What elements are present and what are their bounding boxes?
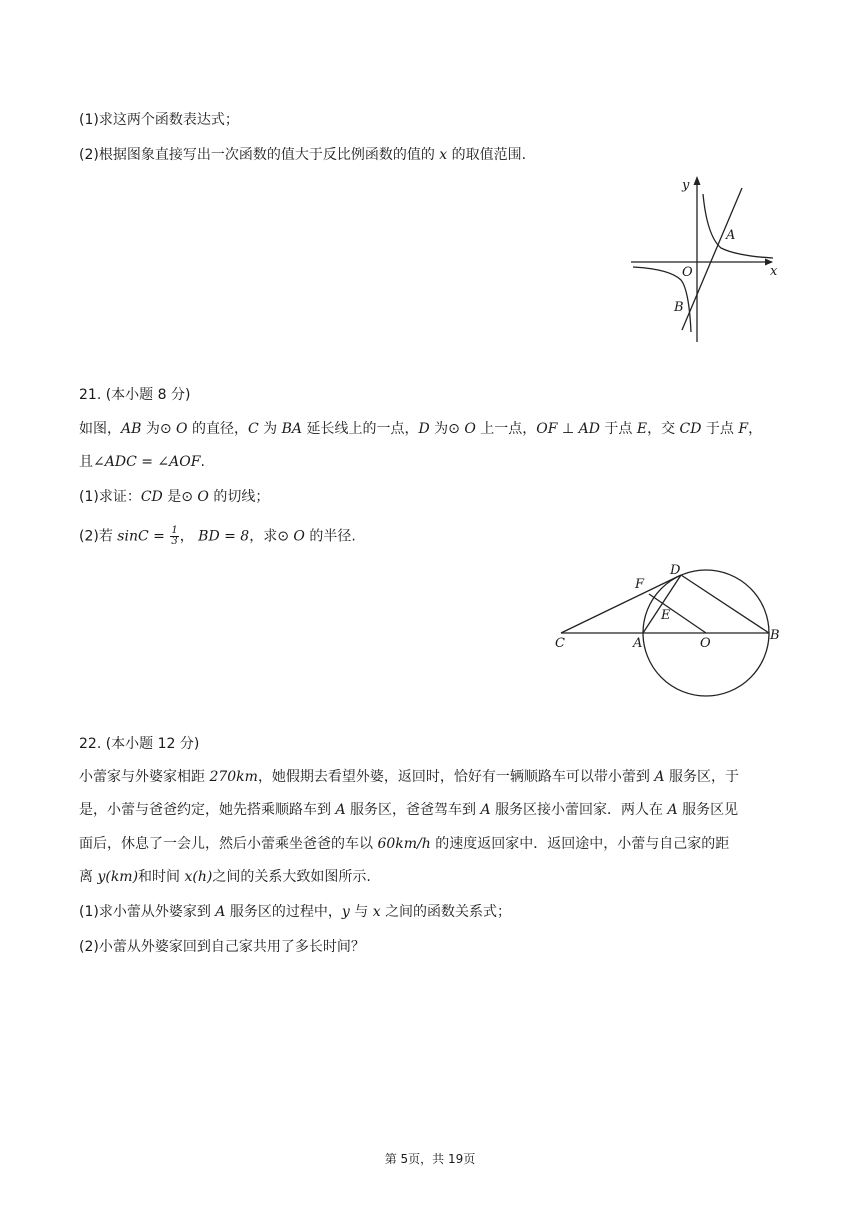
q21-l1-h: ⊥ [561,421,575,437]
q22-l2-c: 服务区接小蕾回家．两人在 [495,802,664,818]
q20-sub2-text-b: 的取值范围. [451,147,527,163]
function-graph-figure [625,170,785,350]
q22-l4-y: y(km) [97,869,139,885]
q22-l2-b: 服务区，爸爸驾车到 [350,802,477,818]
q22-s1-c: 与 [354,904,369,920]
label-C: C [555,636,565,651]
q21-line2 [79,452,205,472]
label-F: F [635,577,645,592]
q21-header-text: 21. (本小题 8 分) [79,387,191,403]
label-A: A [726,228,736,243]
q22-sub2 [79,937,365,957]
q22-l1-b: ，她假期去看望外婆，返回时，恰好有一辆顺路车可以带小蕾到 [257,769,650,785]
q21-s1-b: 是⊙ [167,489,193,505]
q22-s1-A: A [215,904,226,920]
q22-s1-d: 之间的函数关系式； [385,904,512,920]
q22-line2 [79,800,738,820]
q21-s2-num: 1 [171,525,178,536]
q22-l1-a: 小蕾家与外婆家相距 [79,769,205,785]
q21-s2-b: ， [179,528,194,545]
q21-l1-d: 为 [263,421,278,437]
segment-OF [649,594,706,633]
q21-l1-D: D [418,421,430,437]
q22-line3 [79,834,729,854]
q22-l1-dist: 270km [209,769,258,785]
q22-l3-a: 面后，休息了一会儿，然后小蕾乘坐爸爸的车以 [79,836,373,852]
q21-l1-e: 延长线上的一点， [306,421,419,437]
q21-l1-b: 为⊙ [145,421,172,437]
q22-l4-x: x(h) [184,869,213,885]
q21-l1-k: 于点 [705,421,734,437]
q21-l1-F: F [738,421,749,437]
q22-l1-c: 服务区，于 [668,769,739,785]
q21-l2-a: 且 [79,454,93,470]
q21-s2-fraction [170,526,178,547]
q20-sub2-var: x [439,147,448,163]
q22-s1-a: (1)求小蕾从外婆家到 [79,904,211,920]
q22-l2-A: A [335,802,346,818]
label-A: A [633,636,643,651]
q21-s1-c: 的切线； [213,489,270,505]
q20-sub2-text-a: (2)根据图象直接写出一次函数的值大于反比例函数的值的 [79,147,435,163]
label-D: D [670,563,681,578]
q22-s1-b: 服务区的过程中， [229,904,342,920]
q21-l1-C: C [247,421,259,437]
q21-l1-OF: OF [536,421,558,437]
q21-l1-f: 为⊙ [434,421,460,437]
q21-l1-O: O [176,421,188,437]
q22-l2-A3: A [667,802,678,818]
q21-l1-j: ，交 [647,421,676,437]
label-O: O [700,636,711,651]
q22-l4-b: 和时间 [138,869,181,885]
linear-function-line [682,188,742,330]
q21-l1-g: 上一点， [480,421,537,437]
label-B: B [770,628,780,643]
q21-s2-O: O [293,528,305,545]
q22-line1 [79,767,739,787]
q20-sub1-text: (1)求这两个函数表达式； [79,112,239,128]
label-B: B [674,300,684,315]
q21-l1-a: 如图， [79,421,121,437]
q22-l4-a: 离 [79,869,93,885]
q21-l1-i: 于点 [604,421,633,437]
q22-s1-y: y [341,904,350,920]
q21-s2-c: ，求⊙ [249,528,289,545]
q21-l1-BA: BA [281,421,303,437]
q22-s1-x: x [372,904,381,920]
q21-l1-AB: AB [121,421,142,437]
label-x: x [770,264,778,279]
q22-l2-a: 是，小蕾与爸爸约定，她先搭乘顺路车到 [79,802,331,818]
page-number: 第 5页，共 19页 [384,1152,476,1166]
q21-l1-E: E [636,421,648,437]
q21-s1-a: (1)求证： [79,489,141,505]
q22-header [79,734,199,754]
q22-l4-c: 之间的关系大致如图所示. [212,869,371,885]
label-y: y [682,178,690,193]
q21-l2-b: . [200,454,205,470]
q22-s2-text: (2)小蕾从外婆家回到自己家共用了多长时间？ [79,939,365,955]
q21-s2-a: (2)若 [79,528,113,545]
q22-l1-A: A [654,769,665,785]
q21-sub2 [79,526,356,547]
q22-l2-A2: A [480,802,491,818]
q21-s1-O: O [197,489,209,505]
q21-l2-eq: ∠ADC = ∠AOF [93,454,201,470]
q21-l1-l: ， [748,421,763,437]
q22-line4 [79,867,371,887]
q21-sub1 [79,487,269,507]
q21-s2-eq: = [153,528,165,545]
q22-header-text: 22. (本小题 12 分) [79,736,200,752]
q20-sub1 [79,110,239,130]
q22-l3-b: 的速度返回家中．返回途中，小蕾与自己家的距 [435,836,730,852]
q21-l1-O2: O [464,421,476,437]
hyperbola-branch-upper [703,194,773,258]
y-axis-arrow [694,176,701,185]
q21-header [79,385,190,405]
circle-geometry-figure [545,558,785,698]
q21-l1-c: 的直径， [191,421,248,437]
q20-sub2 [79,145,526,165]
q21-l1-AD: AD [578,421,600,437]
q21-s2-sin: sinC [117,528,149,545]
q22-l3-speed: 60km/h [377,836,431,852]
q21-s2-den: 3 [171,536,178,547]
label-E: E [661,608,671,623]
q21-s2-BD: BD [198,528,220,545]
q22-l2-d: 服务区见 [682,802,739,818]
q21-l1-CD: CD [679,421,702,437]
q21-s1-CD: CD [140,489,163,505]
page-footer [0,1150,860,1167]
q21-s2-eq2: = 8 [224,528,250,545]
q21-line1 [79,419,762,439]
q21-s2-d: 的半径. [309,528,356,545]
label-O: O [682,265,693,280]
q22-sub1 [79,902,511,922]
